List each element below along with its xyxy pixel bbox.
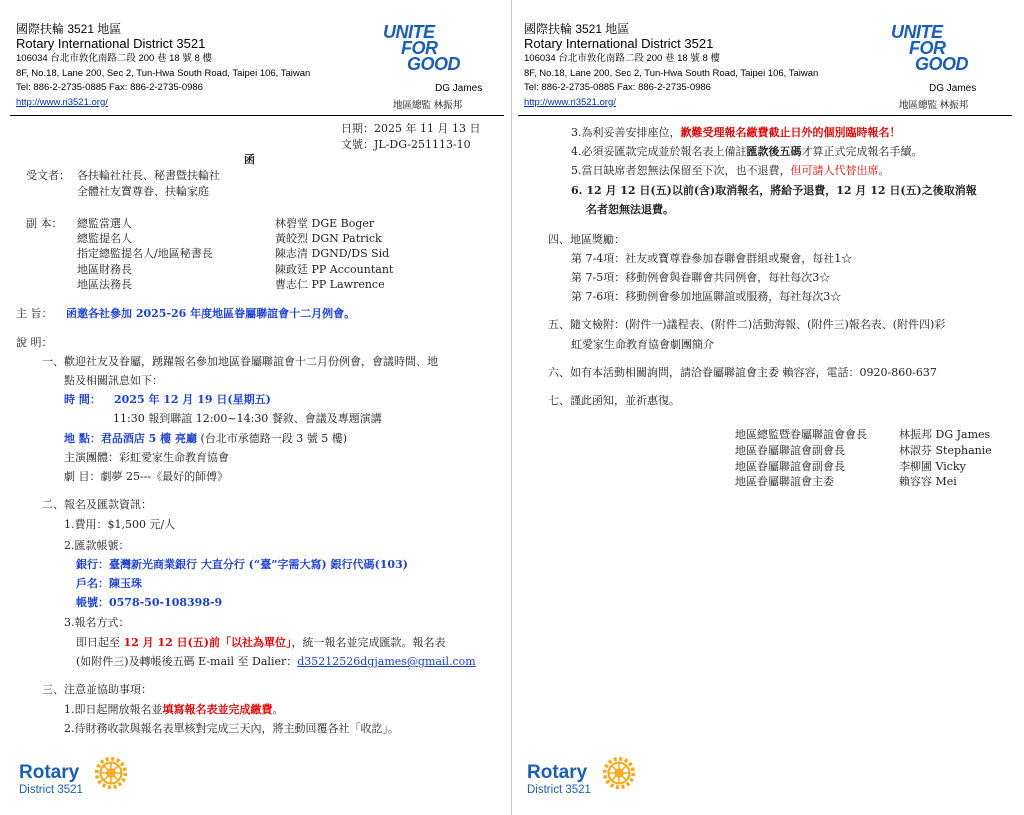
cc-label: 副 本：	[26, 217, 63, 230]
time-detail: 11:30 報到聯誼 12:00~14:30 餐敘、會議及專題演講	[113, 412, 382, 425]
tel-fax: Tel: 886-2-2735-0885 Fax: 886-2-2735-0986	[16, 82, 203, 93]
document-number: 文號：JL-DG-251113-10	[341, 138, 471, 151]
account-number: 帳號：0578-50-108398-9	[76, 596, 223, 609]
governor-name: DG James	[929, 83, 977, 94]
signer-role: 地區眷屬聯誼會主委	[735, 475, 834, 488]
rotary-wordmark: Rotary	[527, 762, 588, 783]
header-rule	[518, 115, 1012, 116]
method-title: 3.報名方式：	[64, 616, 130, 629]
recipient-line-1: 各扶輪社社長、秘書暨扶輪社	[77, 169, 220, 182]
signer-role: 地區總監暨眷屬聯誼會會長	[735, 428, 867, 441]
method-line-1: 即日起至 12 月 12 日(五)前「以社為單位」，統一報名並完成匯款。報名表	[76, 636, 446, 649]
fee: 1.費用：$1,500 元/人	[64, 518, 176, 531]
section-1-line-1: 一、歡迎社友及眷屬，踴躍報名參加地區眷屬聯誼會十二月份例會，會議時間、地	[42, 355, 438, 368]
subject-label: 主 旨：	[16, 307, 53, 320]
tel-fax: Tel: 886-2-2735-0885 Fax: 886-2-2735-0986	[524, 82, 711, 93]
place-address: (台北市承德路一段 3 號 5 樓)	[197, 432, 348, 445]
letter-date: 日期：2025 年 11 月 13 日	[341, 122, 481, 135]
cc-name: 陳政廷 PP Accountant	[275, 263, 394, 276]
cc-role: 指定總監提名人/地區秘書長	[77, 247, 213, 260]
award-item: 第 7-4項：社友或寶尊眷參加春聯會群組或聚會，每社1☆	[571, 252, 853, 265]
account-title: 2.匯款帳號：	[64, 539, 130, 552]
governor-title: 地區總監 林振邦	[393, 100, 463, 111]
org-name-zh: 國際扶輪 3521 地區	[16, 22, 122, 36]
recipient-label: 受文者：	[26, 169, 70, 182]
unite-for-good-logo: UNITE FOR GOOD	[383, 22, 461, 74]
account-name: 戶名：陳玉珠	[76, 577, 142, 590]
email-link[interactable]: d35212526dgjames@gmail.com	[297, 655, 476, 668]
award-item: 第 7-6項：移動例會參加地區聯誼或服務，每社每次3☆	[571, 290, 842, 303]
rotary-wheel-icon	[600, 754, 638, 792]
note-5: 5.當日缺席者恕無法保留至下次，也不退費，但可請人代替出席。	[571, 164, 890, 177]
rotary-wheel-icon	[92, 754, 130, 792]
website-link[interactable]: http://www.ri3521.org/	[524, 96, 616, 108]
play-title: 劇 目：劇夢 25---《最好的師傅》	[64, 470, 229, 483]
cc-role: 總監當選人	[77, 217, 132, 230]
district-label: District 3521	[527, 784, 591, 796]
signer-role: 地區眷屬聯誼會副會長	[735, 444, 845, 457]
cc-name: 黃皎烈 DGN Patrick	[275, 232, 382, 245]
org-name-en: Rotary International District 3521	[16, 36, 206, 51]
unite-for-good-logo: UNITE FOR GOOD	[891, 22, 969, 74]
website-link[interactable]: http://www.ri3521.org/	[16, 96, 108, 108]
place-value: 君品酒店 5 樓 亮廳	[100, 432, 197, 445]
org-name-zh: 國際扶輪 3521 地區	[524, 22, 630, 36]
cc-name: 林碧堂 DGE Boger	[275, 217, 375, 230]
cc-name: 曹志仁 PP Lawrence	[275, 278, 385, 291]
recipient-line-2: 全體社友寶尊眷、扶輪家庭	[77, 185, 209, 198]
cc-role: 總監提名人	[77, 232, 132, 245]
cc-role: 地區法務長	[77, 278, 132, 291]
governor-title: 地區總監 林振邦	[899, 100, 969, 111]
address-zh: 106034 台北市敦化南路二段 200 巷 18 號 8 樓	[524, 53, 720, 64]
time-label: 時 間：	[64, 393, 101, 406]
section-6-contact: 六、如有本活動相關詢問，請洽眷屬聯誼會主委 賴容容，電話：0920-860-637	[548, 366, 937, 379]
place-line: 地 點：君品酒店 5 樓 亮廳 (台北市承德路一段 3 號 5 樓)	[64, 432, 348, 445]
district-label: District 3521	[19, 784, 83, 796]
cc-name: 陳志清 DGND/DS Sid	[275, 247, 390, 260]
section-7-closing: 七、謹此函知，並祈惠復。	[548, 394, 680, 407]
section-5-line-1: 五、隨文檢附：(附件一)議程表、(附件二)活動海報、(附件三)報名表、(附件四)彩	[548, 318, 946, 331]
letter-page-2	[512, 0, 1024, 815]
address-en: 8F, No.18, Lane 200, Sec 2, Tun-Hwa South Road, Taipei 106, Taiwan	[524, 67, 819, 79]
note-3: 3.為利妥善安排座位，歉難受理報名繳費截止日外的個別臨時報名！	[571, 126, 901, 139]
time-value: 2025 年 12 月 19 日(星期五)	[114, 393, 271, 406]
rotary-footer-logo	[19, 763, 83, 797]
governor-name: DG James	[435, 83, 483, 94]
letterhead	[16, 22, 310, 110]
signer-name: 林淑芬 Stephanie	[899, 444, 992, 457]
section-1-line-2: 點及相關訊息如下：	[64, 374, 163, 387]
note-1: 1.即日起開放報名並填寫報名表並完成繳費。	[64, 703, 284, 716]
note-6-line-1: 6. 12 月 12 日(五)以前(含)取消報名，將給予退費，12 月 12 日(五)之後取消報	[571, 184, 977, 197]
note-2: 2.待財務收款與報名表單核對完成三天內，將主動回覆各社「收訖」。	[64, 722, 399, 735]
method-line-2: (如附件三)及轉帳後五碼 E-mail 至 Dalier：d35212526dgjames@gmail.com	[76, 655, 476, 668]
subject-text: 函邀各社參加 2025-26 年度地區眷屬聯誼會十二月例會。	[66, 307, 356, 320]
note-4: 4.必須妥匯款完成並於報名表上備註匯款後五碼才算正式完成報名手續。	[571, 145, 923, 158]
letter-type: 函	[244, 153, 255, 166]
performer: 主演團體：彩虹愛家生命教育協會	[64, 451, 229, 464]
rotary-wordmark: Rotary	[19, 762, 80, 783]
cc-role: 地區財務長	[77, 263, 132, 276]
letterhead	[524, 22, 818, 110]
award-item: 第 7-5項：移動例會與眷聯會共同例會，每社每次3☆	[571, 271, 831, 284]
signer-name: 賴容容 Mei	[899, 475, 957, 488]
signer-name: 李柳圃 Vicky	[899, 460, 966, 473]
section-3-title: 三、注意並協助事項：	[42, 683, 152, 696]
address-zh: 106034 台北市敦化南路二段 200 巷 18 號 8 樓	[16, 53, 212, 64]
rotary-footer-logo	[527, 763, 591, 797]
bank-info: 銀行：臺灣新光商業銀行 大直分行 (“臺”字需大寫) 銀行代碼(103)	[76, 558, 408, 571]
header-rule	[10, 115, 504, 116]
explain-label: 說 明：	[16, 336, 53, 349]
section-5-line-2: 虹愛家生命教育協會劇團簡介	[571, 338, 714, 351]
signer-role: 地區眷屬聯誼會副會長	[735, 460, 845, 473]
section-2-title: 二、報名及匯款資訊：	[42, 498, 152, 511]
signer-name: 林振邦 DG James	[899, 428, 991, 441]
section-4-title: 四、地區獎勵：	[548, 233, 625, 246]
address-en: 8F, No.18, Lane 200, Sec 2, Tun-Hwa South Road, Taipei 106, Taiwan	[16, 67, 311, 79]
note-6-line-2: 名者恕無法退費。	[586, 203, 674, 216]
org-name-en: Rotary International District 3521	[524, 36, 714, 51]
